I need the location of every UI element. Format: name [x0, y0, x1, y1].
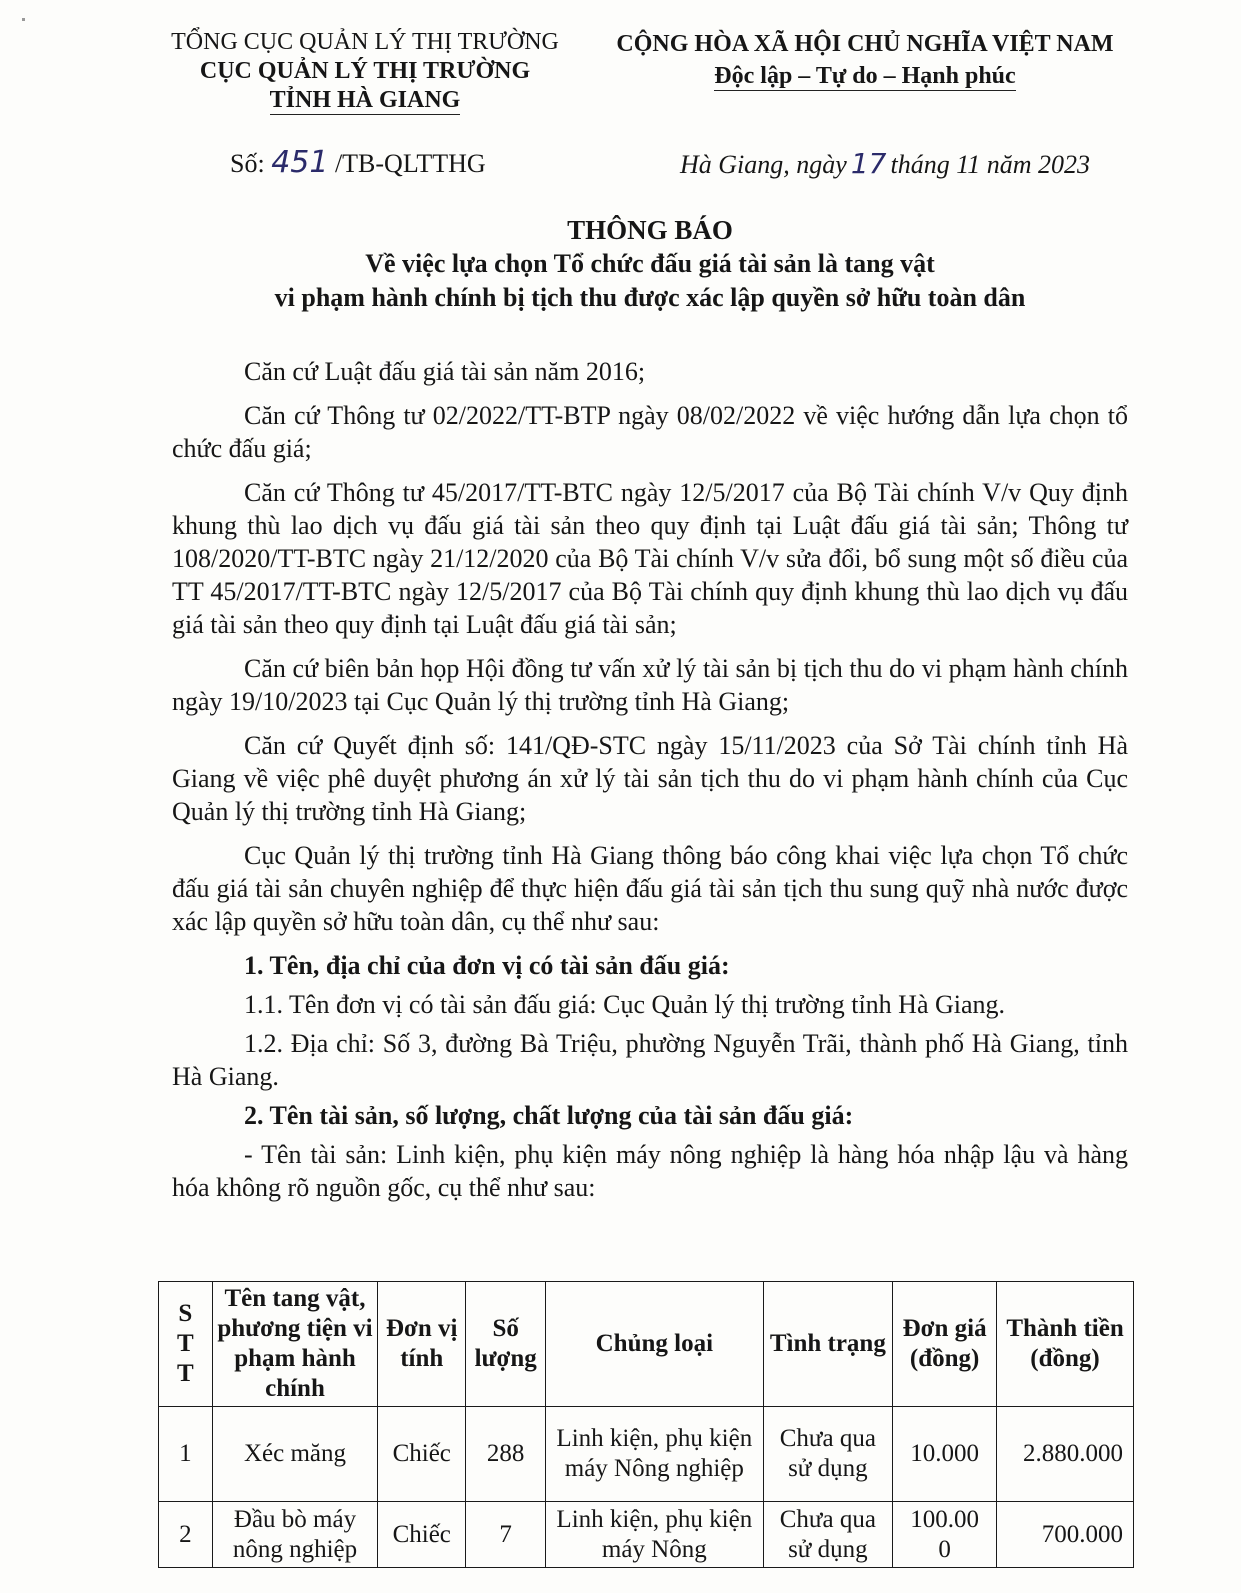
basis-paragraph: Căn cứ Thông tư 45/2017/TT-BTC ngày 12/5/2017 của Bộ Tài chính V/v Quy định khung thù lao dịch vụ đấu giá tài sản theo quy định tại Luật đấu giá tài sản; Thông tư 108/2020/TT-BTC ngày 21/12/2020 của Bộ Tài chính V/v sửa đổi, bổ sung một số điều của TT 45/2017/TT-BTC ngày 12/5/2017 của Bộ Tài chính quy định khung thù lao dịch vụ đấu giá tài sản theo quy định tại Luật đấu giá tài sản;	[172, 478, 1128, 639]
col-quantity: Số lượng	[466, 1282, 546, 1407]
basis-paragraph: Căn cứ biên bản họp Hội đồng tư vấn xử lý tài sản bị tịch thu do vi phạm hành chính ngày 19/10/2023 tại Cục Quản lý thị trường tỉnh Hà Giang;	[172, 654, 1128, 716]
col-type: Chủng loại	[546, 1282, 763, 1407]
asset-table	[158, 1281, 1134, 1568]
section-1-item-2: 1.2. Địa chỉ: Số 3, đường Bà Triệu, phường Nguyễn Trãi, thành phố Hà Giang, tỉnh Hà Giang.	[172, 1029, 1128, 1091]
announcement-paragraph: Cục Quản lý thị trường tỉnh Hà Giang thông báo công khai việc lựa chọn Tổ chức đấu giá tài sản chuyên nghiệp để thực hiện đấu giá tài sản tịch thu sung quỹ nhà nước được xác lập quyền sở hữu toàn dân, cụ thể như sau:	[172, 841, 1128, 936]
title-subject-line-1: Về việc lựa chọn Tổ chức đấu giá tài sản là tang vật	[365, 249, 935, 278]
section-2-asset-line: - Tên tài sản: Linh kiện, phụ kiện máy nông nghiệp là hàng hóa nhập lậu và hàng hóa không rõ nguồn gốc, cụ thể như sau:	[172, 1140, 1128, 1202]
issuing-agency-header	[150, 28, 580, 115]
date-prefix: Hà Giang, ngày	[680, 150, 847, 179]
cell-unit-price: 100.00 0	[893, 1502, 997, 1568]
cell-quantity: 7	[466, 1502, 546, 1568]
col-stt: S T T	[159, 1282, 213, 1407]
cell-stt: 1	[159, 1407, 213, 1502]
cell-status: Chưa qua sử dụng	[763, 1502, 893, 1568]
section-1-item-1: 1.1. Tên đơn vị có tài sản đấu giá: Cục Quản lý thị trường tỉnh Hà Giang.	[244, 990, 1006, 1019]
cell-item-name: Đầu bò máy nông nghiệp	[212, 1502, 378, 1568]
cell-item-name: Xéc măng	[212, 1407, 378, 1502]
doc-number-suffix: /TB-QLTTHG	[334, 149, 486, 178]
col-unit: Đơn vị tính	[378, 1282, 466, 1407]
date-suffix: tháng 11 năm 2023	[890, 150, 1091, 179]
table-header-row	[159, 1282, 1134, 1407]
col-status: Tình trạng	[763, 1282, 893, 1407]
cell-type: Linh kiện, phụ kiện máy Nông nghiệp	[546, 1407, 763, 1502]
document-body	[172, 355, 1128, 1215]
doc-number-handwritten: 451	[271, 145, 329, 180]
title-main: THÔNG BÁO	[567, 215, 733, 245]
col-total: Thành tiền (đồng)	[997, 1282, 1134, 1407]
cell-unit-price: 10.000	[893, 1407, 997, 1502]
cell-unit: Chiếc	[378, 1502, 466, 1568]
section-1-heading: 1. Tên, địa chỉ của đơn vị có tài sản đấu giá:	[244, 951, 730, 980]
document-title	[170, 213, 1130, 315]
section-2-heading: 2. Tên tài sản, số lượng, chất lượng của tài sản đấu giá:	[244, 1101, 854, 1130]
agency-province: TỈNH HÀ GIANG	[269, 87, 461, 113]
document-date	[680, 147, 1090, 180]
table-row	[159, 1407, 1134, 1502]
national-title: CỘNG HÒA XÃ HỘI CHỦ NGHĨA VIỆT NAM	[616, 31, 1114, 57]
basis-paragraph: Căn cứ Quyết định số: 141/QĐ-STC ngày 15/11/2023 của Sở Tài chính tỉnh Hà Giang về việc phê duyệt phương án xử lý tài sản tịch thu do vi phạm hành chính của Cục Quản lý thị trường tỉnh Hà Giang;	[172, 731, 1128, 826]
cell-status: Chưa qua sử dụng	[763, 1407, 893, 1502]
title-subject-line-2: vi phạm hành chính bị tịch thu được xác lập quyền sở hữu toàn dân	[274, 283, 1026, 312]
cell-type: Linh kiện, phụ kiện máy Nông	[546, 1502, 763, 1568]
parent-agency: TỔNG CỤC QUẢN LÝ THỊ TRƯỜNG	[171, 29, 559, 55]
agency-name: CỤC QUẢN LÝ THỊ TRƯỜNG	[199, 58, 531, 84]
cell-unit: Chiếc	[378, 1407, 466, 1502]
cell-quantity: 288	[466, 1407, 546, 1502]
document-number	[230, 145, 486, 180]
col-unit-price: Đơn giá (đồng)	[893, 1282, 997, 1407]
cell-total: 700.000	[997, 1502, 1134, 1568]
cell-stt: 2	[159, 1502, 213, 1568]
national-motto: Độc lập – Tự do – Hạnh phúc	[714, 63, 1016, 89]
basis-paragraph: Căn cứ Luật đấu giá tài sản năm 2016;	[244, 357, 646, 386]
scan-speck	[22, 18, 25, 21]
doc-number-prefix: Số:	[230, 149, 265, 178]
table-row	[159, 1502, 1134, 1568]
col-item-name: Tên tang vật, phương tiện vi phạm hành chính	[212, 1282, 378, 1407]
basis-paragraph: Căn cứ Thông tư 02/2022/TT-BTP ngày 08/02/2022 về việc hướng dẫn lựa chọn tổ chức đấu giá;	[172, 401, 1128, 463]
national-header	[585, 28, 1145, 92]
date-day-handwritten: 17	[850, 147, 887, 180]
cell-total: 2.880.000	[997, 1407, 1134, 1502]
